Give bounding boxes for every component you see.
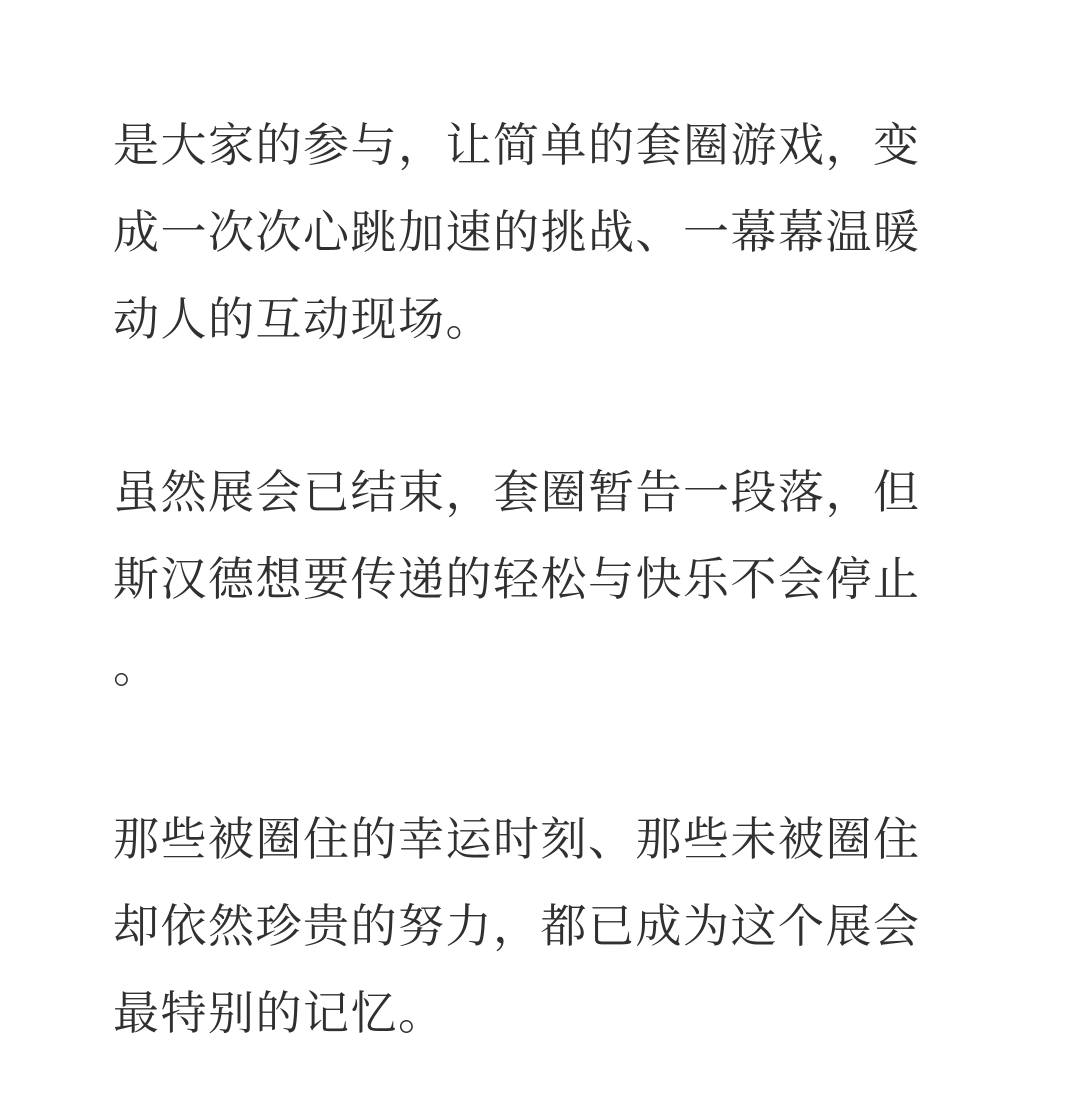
paragraph-2 xyxy=(113,449,973,710)
paragraph-1-line-2: 成一次次心跳加速的挑战、一幕幕温暖 xyxy=(113,206,921,258)
article-body xyxy=(113,102,973,1057)
paragraph-3-line-3: 最特别的记忆。 xyxy=(113,987,446,1039)
paragraph-1 xyxy=(113,102,973,363)
paragraph-1-line-1: 是大家的参与，让简单的套圈游戏，变 xyxy=(113,119,921,171)
paragraph-3 xyxy=(113,796,973,1057)
paragraph-2-line-2: 斯汉德想要传递的轻松与快乐不会停止 xyxy=(113,553,921,605)
paragraph-2-line-1: 虽然展会已结束，套圈暂告一段落，但 xyxy=(113,466,921,518)
paragraph-2-line-3: 。 xyxy=(113,640,161,692)
paragraph-3-line-1: 那些被圈住的幸运时刻、那些未被圈住 xyxy=(113,813,921,865)
paragraph-1-line-3: 动人的互动现场。 xyxy=(113,293,493,345)
paragraph-3-line-2: 却依然珍贵的努力，都已成为这个展会 xyxy=(113,900,921,952)
